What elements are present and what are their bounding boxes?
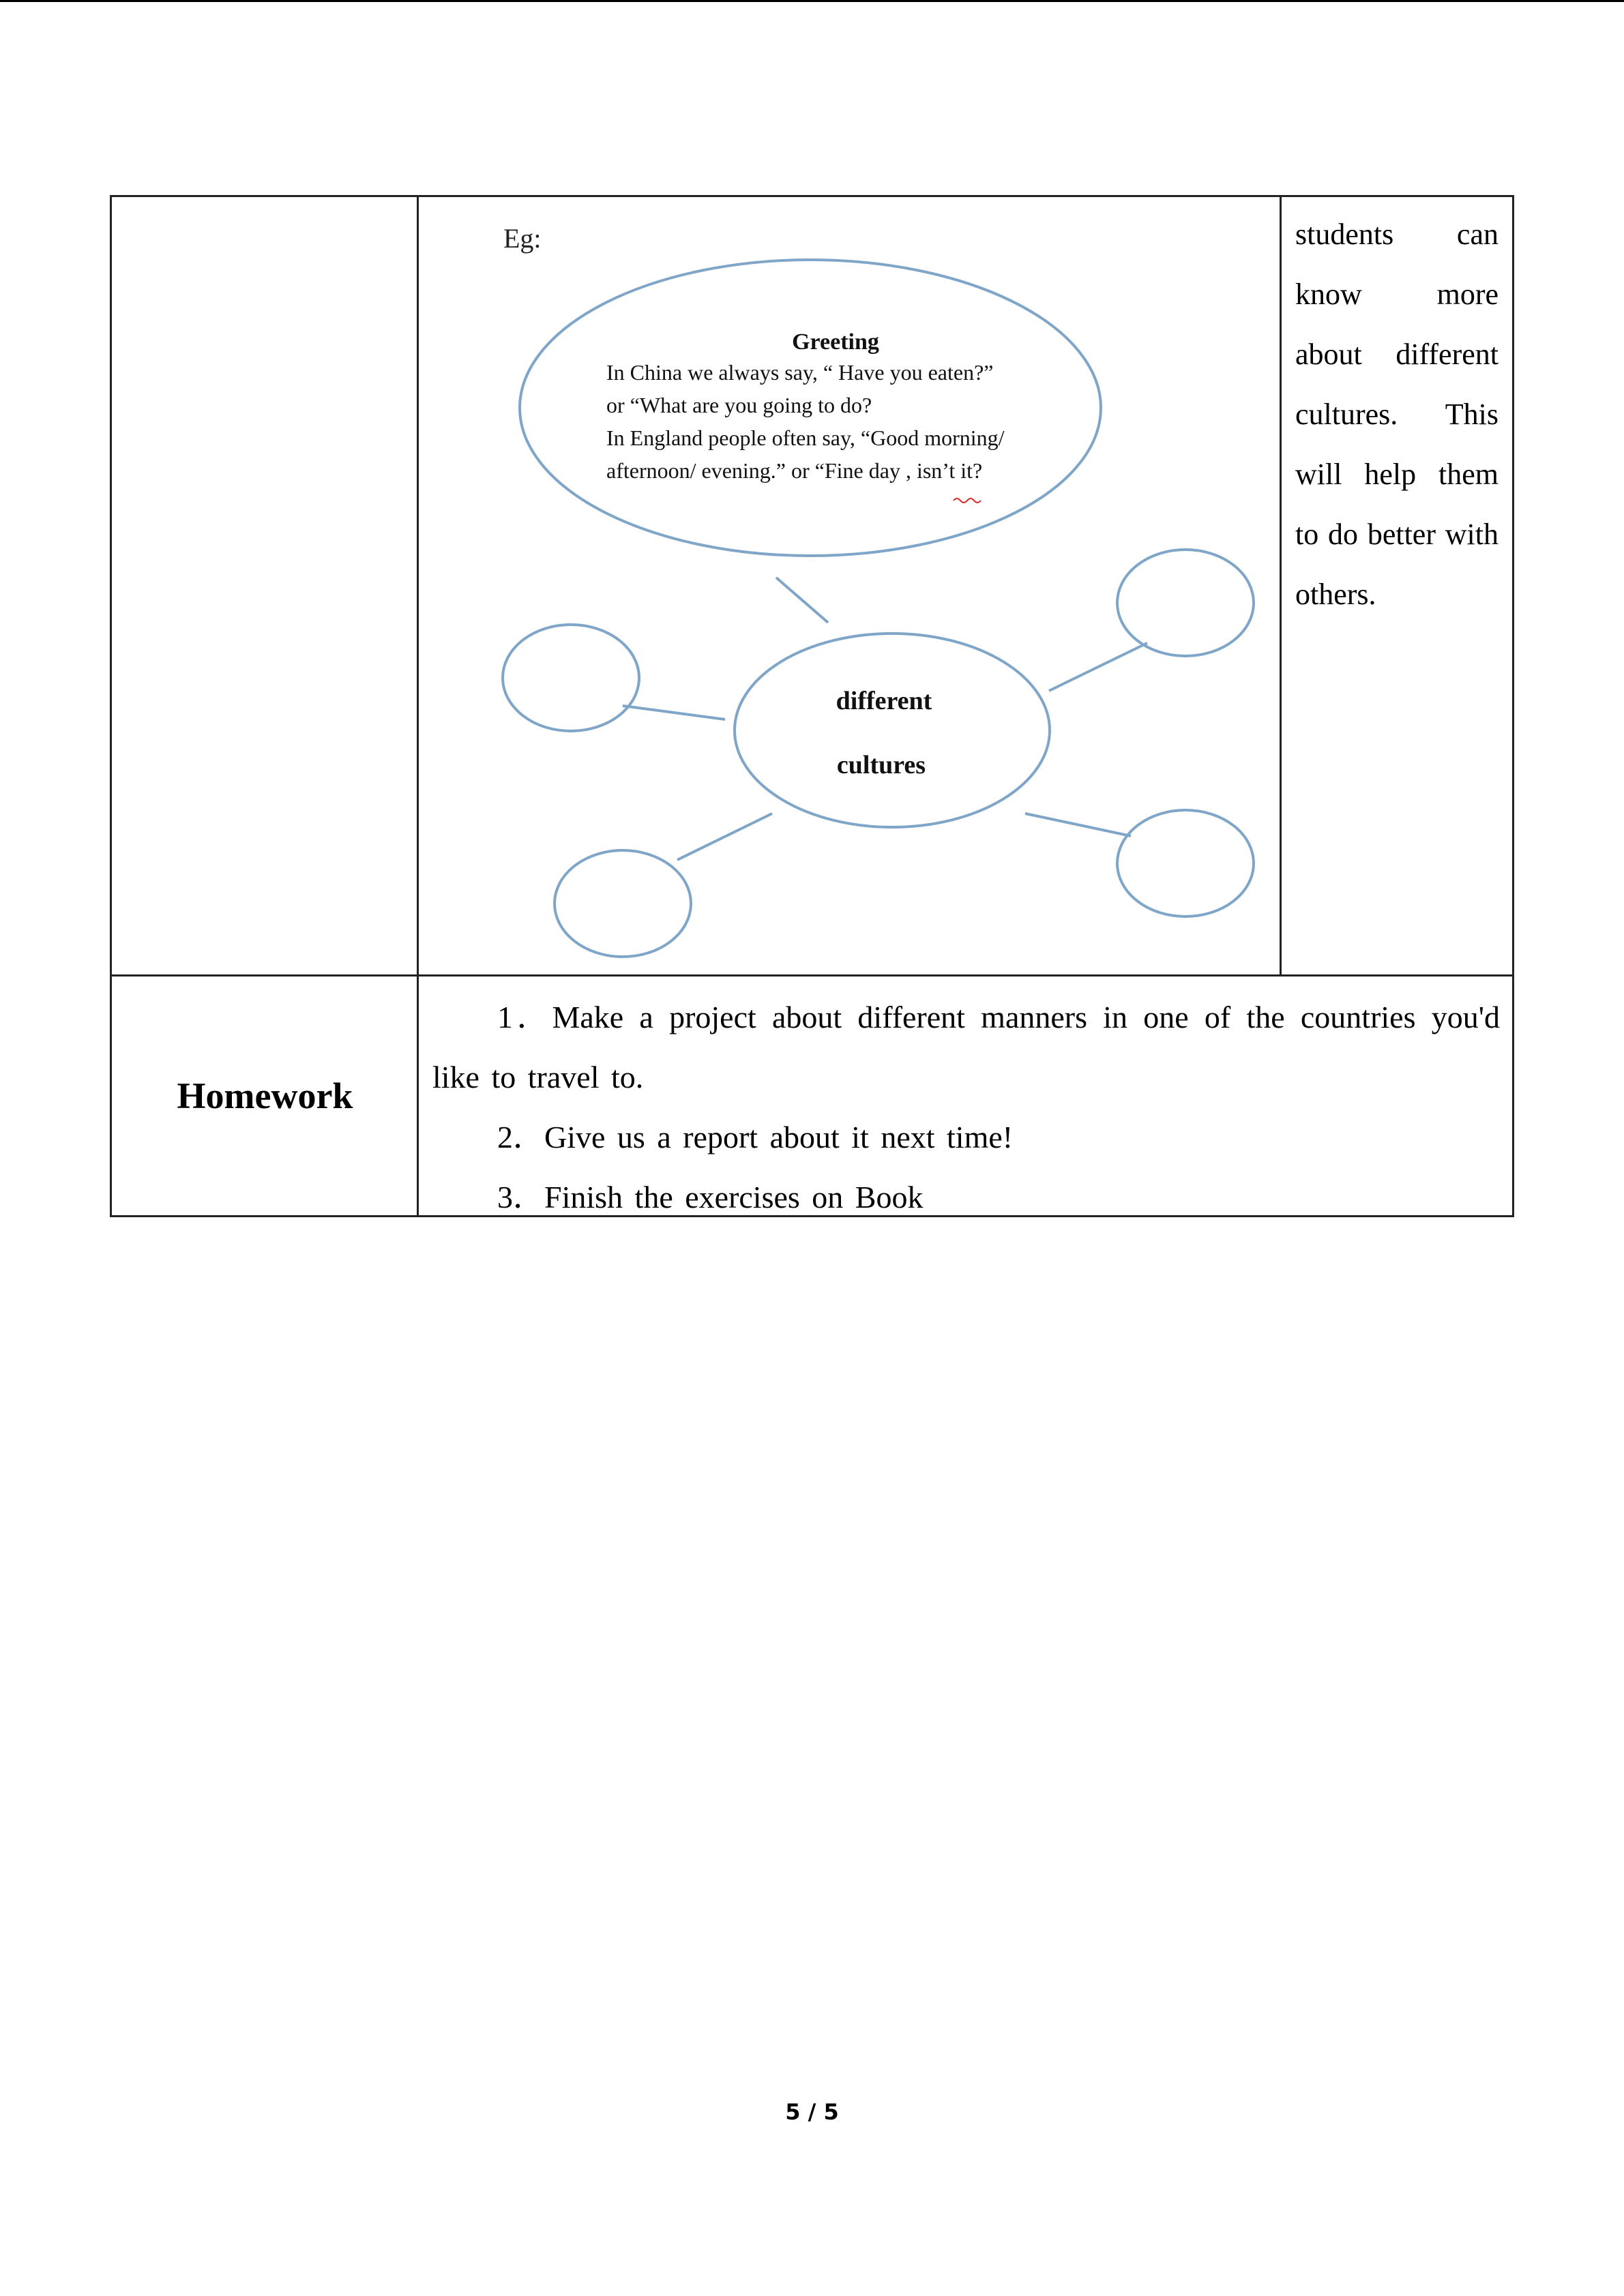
top-border [0,0,1624,2]
purpose-text: students can know more about different cultures. This will help them to do better with others. [1295,218,1498,611]
connector-line [1025,814,1131,836]
connector-line [1049,643,1147,691]
mind-map-diagram [417,197,1280,975]
center-label-line1: different [836,687,932,715]
connector-line [677,814,772,860]
empty-node-circle [1117,550,1254,656]
page-number: 5 / 5 [785,2099,839,2125]
homework-item: 3．Finish the exercises on Book [497,1180,924,1214]
homework-list [432,987,1500,1227]
empty-node-circle [555,850,691,957]
bubble-line: or “What are you going to do? [606,393,872,417]
spellcheck-squiggle [954,498,981,503]
homework-item: 1．Make a project about different manners in one of the countries you'd like to travel to. [432,1000,1500,1094]
bubble-line: In China we always say, “ Have you eaten?” [606,360,994,385]
connector-line [776,578,828,623]
homework-label: Homework [177,1075,353,1116]
table-border-right [1512,195,1514,1217]
eg-label: Eg: [503,223,542,254]
center-ellipse [735,633,1050,827]
center-label-line2: cultures [836,751,926,779]
connector-line [623,706,725,719]
bubble-line: afternoon/ evening.” or “Fine day , isn’t it? [606,458,983,483]
homework-item: 2．Give us a report about it next time! [497,1120,1014,1154]
empty-node-circle [1117,810,1254,916]
bubble-title: Greeting [792,329,879,355]
empty-node-circle [503,625,639,731]
bubble-line: In England people often say, “Good morning/ [606,426,1005,450]
